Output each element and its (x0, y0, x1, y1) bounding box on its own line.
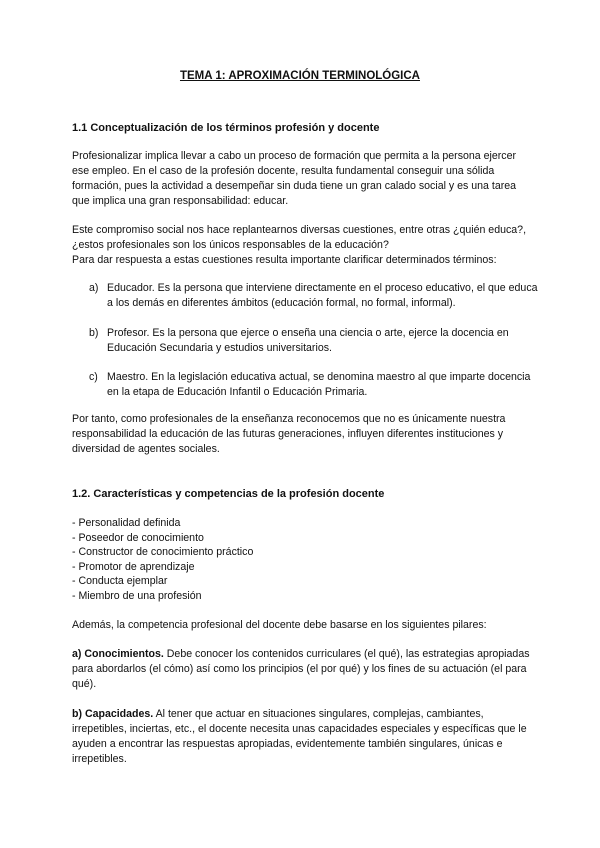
list-item-educador (89, 281, 539, 311)
pillar-conocimientos (72, 647, 532, 692)
list-item-profesor (89, 326, 539, 356)
pillar-capacidades (72, 707, 532, 767)
list-item-text: Maestro. En la legislación educativa actual, se denomina maestro al que imparte docencia en la etapa de Educación Infantil o Educación Primaria. (107, 371, 531, 398)
bullet-item: - Conducta ejemplar (72, 575, 168, 587)
pillar-text: Debe conocer los contenidos curriculares (el qué), las estrategias apropiadas para abordarlos (el cómo) así como los principios (el por qué) y los fines de su actuación (el para qué). (72, 648, 530, 690)
pillars-intro: Además, la competencia profesional del docente debe basarse en los siguientes pilares: (72, 619, 487, 631)
section-2-heading: 1.2. Características y competencias de la profesión docente (72, 488, 385, 500)
section-1-paragraph-2b: Para dar respuesta a estas cuestiones resulta importante clarificar determinados términos: (72, 254, 497, 266)
list-marker: b) (89, 327, 99, 339)
bullet-item: - Miembro de una profesión (72, 590, 202, 602)
bullet-item: - Promotor de aprendizaje (72, 561, 195, 573)
bullet-item: - Poseedor de conocimiento (72, 532, 204, 544)
pillar-label: a) Conocimientos. (72, 648, 164, 660)
section-1-paragraph-1: Profesionalizar implica llevar a cabo un proceso de formación que permita a la persona ejercer ese empleo. En el caso de la profesión docente, resulta fundamental conseguir una sólida formación, pues la actividad a desempeñar sin duda tiene un gran calado social y es una tarea que implica una gran responsabilidad: educar. (72, 150, 517, 207)
section-1-heading: 1.1 Conceptualización de los términos profesión y docente (72, 122, 380, 134)
bullet-item: - Personalidad definida (72, 517, 181, 529)
document-title: TEMA 1: APROXIMACIÓN TERMINOLÓGICA (179, 70, 420, 82)
list-marker: c) (89, 371, 98, 383)
pillar-label: b) Capacidades. (72, 708, 154, 720)
section-1-paragraph-3: Por tanto, como profesionales de la enseñanza reconocemos que no es únicamente nuestra responsabilidad la educación de las futuras generaciones, influyen diferentes instituciones y diversidad de agentes sociales. (72, 413, 506, 455)
list-item-text: Educador. Es la persona que interviene directamente en el proceso educativo, el que educa a los demás en diferentes ámbitos (educación formal, no formal, informal). (107, 282, 538, 309)
section-1-paragraph-2a: Este compromiso social nos hace replantearnos diversas cuestiones, entre otras ¿quién educa?, ¿estos profesionales son los únicos responsables de la educación? (72, 224, 527, 251)
list-item-text: Profesor. Es la persona que ejerce o enseña una ciencia o arte, ejerce la docencia en Educación Secundaria y estudios universitarios. (107, 327, 509, 354)
pillar-text: Al tener que actuar en situaciones singulares, complejas, cambiantes, irrepetibles, inciertas, etc., el docente necesita unas capacidades especiales y específicas que le ayuden a encontrar las respuestas apropiadas, evidentemente también singulares, únicas e irrepetibles. (72, 708, 527, 765)
bullet-item: - Constructor de conocimiento práctico (72, 546, 254, 558)
list-item-maestro (89, 370, 539, 400)
list-marker: a) (89, 282, 99, 294)
